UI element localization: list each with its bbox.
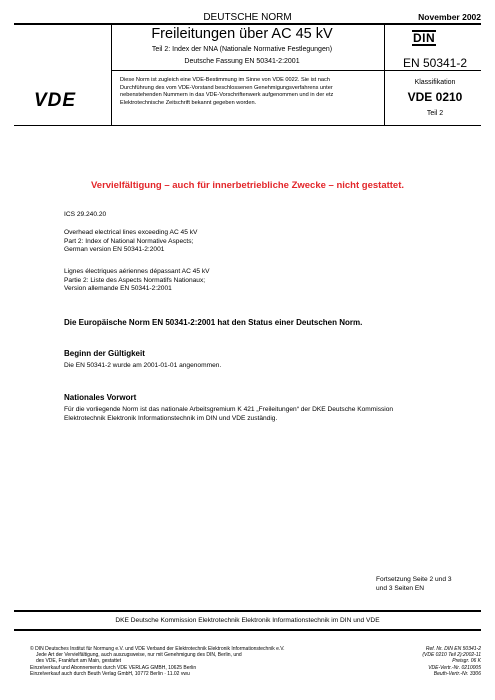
norm-type-label: DEUTSCHE NORM bbox=[203, 12, 292, 23]
separator-left bbox=[111, 24, 112, 125]
english-title-line: Part 2: Index of National Normative Aspects; bbox=[64, 237, 194, 245]
vde-description-line: Elektrotechnische Zeitschrift bekannt gegeben worden. bbox=[120, 99, 257, 106]
footer-line: Jede Art der Vervielfältigung, auch auszugsweise, nur mit Genehmigung des DIN, Berlin, und bbox=[36, 652, 242, 659]
din-number: EN 50341-2 bbox=[402, 56, 468, 70]
vde-description-line: Durchführung des vom VDE-Vorstand beschlossenen Genehmigungsverfahrens unter bbox=[120, 84, 333, 91]
document-subtitle: Teil 2: Index der NNA (Nationale Normative Festlegungen) bbox=[151, 46, 333, 53]
ics-code: ICS 29.240.20 bbox=[64, 211, 107, 218]
foreword-line: Elektrotechnik Elektronik Informationstechnik im DIN und VDE zuständig. bbox=[64, 414, 278, 422]
title-divider bbox=[111, 70, 481, 71]
french-title-line: Version allemande EN 50341-2:2001 bbox=[64, 285, 172, 293]
foreword-line: Für die vorliegende Norm ist das nationale Arbeitsgremium K 421 „Freileitungen“ der DKE Deutsche Kommission bbox=[64, 406, 394, 413]
vde-description bbox=[120, 77, 378, 107]
vde-description-line: nebenstehenden Nummern in das VDE-Vorschriftenwerk aufgenommen und in der etz bbox=[120, 92, 334, 99]
classification-value: VDE 0210 bbox=[407, 90, 463, 104]
foreword-text bbox=[64, 406, 393, 423]
status-statement: Die Europäische Norm EN 50341-2:2001 hat den Status einer Deutschen Norm. bbox=[64, 318, 363, 327]
footer-line: © DIN Deutsches Institut für Normung e.V. und VDE Verband der Elektrotechnik Elektronik Informationstechnik e.V. bbox=[30, 646, 285, 652]
footer-line: Einzelverkauf auch durch Beuth Verlag GmbH, 10772 Berlin · 11.02 vwu bbox=[30, 670, 190, 677]
copy-warning: Vervielfältigung – auch für innerbetriebliche Zwecke – nicht gestattet. bbox=[90, 180, 405, 191]
vde-logo: VDE bbox=[34, 90, 77, 111]
english-title-line: German version EN 50341-2:2001 bbox=[64, 246, 165, 254]
document-title: Freileitungen über AC 45 kV bbox=[151, 26, 333, 42]
english-title bbox=[64, 229, 197, 255]
dke-bottom-rule bbox=[14, 629, 481, 631]
block-bottom-rule bbox=[14, 125, 481, 126]
header-rule bbox=[14, 23, 481, 25]
dke-top-rule bbox=[14, 610, 481, 612]
separator-right bbox=[384, 24, 385, 125]
validity-heading: Beginn der Gültigkeit bbox=[64, 349, 145, 358]
classification-label: Klassifikation bbox=[414, 79, 456, 86]
continuation-line: Fortsetzung Seite 2 und 3 bbox=[376, 576, 452, 583]
footer-ref-line: VDE-Vertr.-Nr. 0210005 bbox=[428, 664, 481, 671]
din-logo: DIN bbox=[413, 31, 436, 45]
english-title-line: Overhead electrical lines exceeding AC 45 kV bbox=[64, 229, 198, 236]
footer-copyright bbox=[30, 646, 370, 677]
footer-ref-line: (VDE 0210 Teil 2):2002-11 bbox=[422, 652, 481, 659]
dke-line: DKE Deutsche Kommission Elektrotechnik Elektronik Informationstechnik im DIN und VDE bbox=[115, 617, 380, 624]
footer-reference bbox=[422, 646, 481, 677]
french-title bbox=[64, 268, 210, 294]
validity-text: Die EN 50341-2 wurde am 2001-01-01 angenommen. bbox=[64, 362, 222, 369]
continuation-line: und 3 Seiten EN bbox=[376, 584, 425, 592]
continuation-note bbox=[376, 576, 452, 593]
footer-ref-line: Beuth-Vertr.-Nr. 3306 bbox=[433, 670, 481, 677]
document-version: Deutsche Fassung EN 50341-2:2001 bbox=[184, 58, 300, 65]
foreword-heading: Nationales Vorwort bbox=[64, 393, 137, 402]
french-title-line: Partie 2: Liste des Aspects Normatifs Nationaux; bbox=[64, 276, 206, 284]
footer-ref-line: Preisgr. 06 K bbox=[452, 658, 481, 665]
footer-line: Einzelverkauf und Abonnements durch VDE VERLAG GMBH, 10625 Berlin bbox=[30, 664, 197, 671]
classification-part: Teil 2 bbox=[426, 110, 444, 117]
french-title-line: Lignes électriques aériennes dépassant AC 45 kV bbox=[64, 268, 210, 275]
footer-ref-line: Ref. Nr. DIN EN 50341-2 bbox=[425, 646, 481, 652]
footer-line: des VDE, Frankfurt am Main, gestattet bbox=[36, 658, 122, 665]
vde-description-line: Diese Norm ist zugleich eine VDE-Bestimmung im Sinne von VDE 0022. Sie ist nach bbox=[120, 77, 330, 83]
issue-date: November 2002 bbox=[418, 12, 481, 22]
